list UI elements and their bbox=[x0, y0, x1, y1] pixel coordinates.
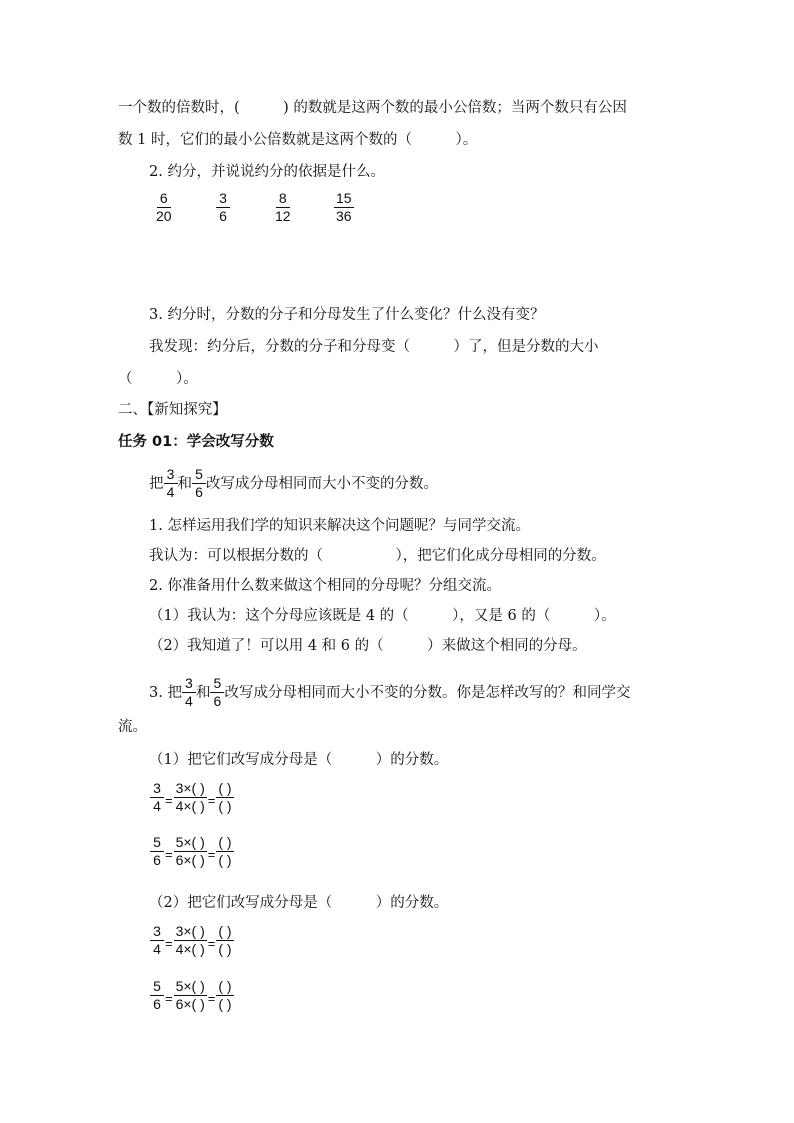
fraction-middle bbox=[174, 978, 207, 1013]
q2-text: 2. 约分，并说说约分的依据是什么。 bbox=[149, 164, 385, 180]
numerator: 5 bbox=[150, 834, 164, 852]
numerator[interactable]: 5×( ) bbox=[175, 978, 205, 994]
q2-fraction-2 bbox=[216, 190, 230, 225]
fraction-right bbox=[216, 780, 233, 815]
denominator: 4 bbox=[153, 798, 161, 814]
denominator[interactable]: ( ) bbox=[218, 941, 232, 957]
numerator: 3 bbox=[216, 190, 230, 208]
intro-mid: 和 bbox=[177, 475, 192, 492]
denominator[interactable]: ( ) bbox=[218, 798, 232, 814]
numerator[interactable]: ( ) bbox=[218, 978, 232, 994]
denominator: 6 bbox=[153, 996, 161, 1012]
equals-sign: = bbox=[165, 793, 173, 808]
numerator[interactable]: 3×( ) bbox=[175, 780, 205, 796]
fraction-left bbox=[150, 780, 164, 815]
denominator: 36 bbox=[336, 208, 352, 224]
equation-3-4-part1 bbox=[150, 780, 234, 815]
fraction-right bbox=[216, 834, 233, 869]
part-2-text: （2）把它们改写成分母是（ ）的分数。 bbox=[149, 895, 449, 911]
denominator[interactable]: ( ) bbox=[218, 996, 232, 1012]
q2-fraction-4 bbox=[334, 190, 354, 225]
denominator[interactable]: 6×( ) bbox=[175, 996, 205, 1012]
numerator: 6 bbox=[157, 190, 171, 208]
fraction-left bbox=[150, 923, 164, 958]
numerator: 3 bbox=[164, 466, 178, 484]
intro-post: 改写成分母相同而大小不变的分数。 bbox=[206, 475, 438, 492]
fraction-5-6 bbox=[192, 466, 206, 501]
numerator[interactable]: ( ) bbox=[218, 780, 232, 796]
denominator[interactable]: 4×( ) bbox=[175, 798, 205, 814]
numerator: 3 bbox=[150, 780, 164, 798]
denominator[interactable]: ( ) bbox=[218, 852, 232, 868]
task-1-ans1: 我认为：可以根据分数的（ ），把它们化成分母相同的分数。 bbox=[149, 548, 606, 564]
numerator[interactable]: 3×( ) bbox=[175, 923, 205, 939]
numerator: 3 bbox=[182, 675, 196, 693]
q3-post: 改写成分母相同而大小不变的分数。你是怎样改写的？和同学交 bbox=[224, 684, 631, 701]
equals-sign: = bbox=[165, 847, 173, 862]
intro-line-2: 数 1 时，它们的最小公倍数就是这两个数的（ ）。 bbox=[118, 132, 478, 148]
denominator: 6 bbox=[195, 484, 203, 500]
intro-pre: 把 bbox=[149, 475, 164, 492]
equation-5-6-part2 bbox=[150, 978, 234, 1013]
task-1-q1: 1. 怎样运用我们学的知识来解决这个问题呢？与同学交流。 bbox=[149, 518, 530, 534]
equals-sign: = bbox=[207, 793, 216, 808]
numerator: 15 bbox=[336, 190, 352, 206]
fraction-left bbox=[150, 834, 164, 869]
fraction-middle bbox=[174, 923, 207, 958]
denominator[interactable]: 6×( ) bbox=[175, 852, 205, 868]
task-1-q3 bbox=[149, 675, 630, 710]
denominator: 6 bbox=[153, 852, 161, 868]
q3-found-1: 我发现：约分后，分数的分子和分母变（ ）了，但是分数的大小 bbox=[149, 339, 599, 355]
denominator: 12 bbox=[275, 208, 291, 224]
numerator: 5 bbox=[150, 978, 164, 996]
part-1-text: （1）把它们改写成分母是（ ）的分数。 bbox=[149, 752, 449, 768]
fraction-middle bbox=[174, 834, 207, 869]
task-1-sub2: （2）我知道了！可以用 4 和 6 的（ ）来做这个相同的分母。 bbox=[149, 638, 587, 654]
q3-mid: 和 bbox=[195, 684, 211, 701]
numerator: 8 bbox=[276, 190, 290, 208]
equals-sign: = bbox=[165, 991, 173, 1006]
numerator[interactable]: ( ) bbox=[218, 923, 232, 939]
fraction-3-4 bbox=[164, 466, 178, 501]
q3-found-2: （ ）。 bbox=[118, 371, 198, 387]
fraction-middle bbox=[174, 780, 207, 815]
equals-sign: = bbox=[207, 847, 216, 862]
fraction-left bbox=[150, 978, 164, 1013]
q3-text: 3. 约分时，分数的分子和分母发生了什么变化？什么没有变？ bbox=[149, 307, 545, 323]
denominator: 4 bbox=[166, 484, 175, 500]
denominator: 6 bbox=[213, 693, 222, 709]
fraction-right bbox=[216, 978, 233, 1013]
equation-3-4-part2 bbox=[150, 923, 234, 958]
numerator[interactable]: 5×( ) bbox=[175, 834, 205, 850]
numerator: 5 bbox=[192, 466, 206, 484]
numerator[interactable]: ( ) bbox=[218, 834, 232, 850]
equals-sign: = bbox=[207, 936, 216, 951]
denominator: 6 bbox=[219, 208, 227, 224]
equation-5-6-part1 bbox=[150, 834, 234, 869]
q2-fraction-3 bbox=[273, 190, 293, 225]
section-2-title: 二、【新知探究】 bbox=[118, 402, 227, 418]
q3-pre: 3. 把 bbox=[149, 684, 182, 701]
task-1-intro bbox=[149, 466, 438, 501]
task-1-title: 任务 01：学会改写分数 bbox=[118, 434, 274, 450]
denominator[interactable]: 4×( ) bbox=[175, 941, 205, 957]
denominator: 4 bbox=[185, 693, 193, 709]
task-1-q2: 2. 你准备用什么数来做这个相同的分母呢？分组交流。 bbox=[149, 578, 501, 594]
task-1-q3-line-2: 流。 bbox=[118, 719, 147, 735]
fraction-right bbox=[216, 923, 233, 958]
q2-fraction-1 bbox=[154, 190, 174, 225]
intro-line-1: 一个数的倍数时，( ) 的数就是这两个数的最小公倍数；当两个数只有公因 bbox=[118, 100, 627, 116]
denominator: 4 bbox=[153, 941, 161, 957]
denominator: 20 bbox=[156, 208, 172, 224]
numerator: 5 bbox=[210, 675, 224, 693]
equals-sign: = bbox=[165, 936, 173, 951]
equals-sign: = bbox=[207, 991, 216, 1006]
task-1-sub1: （1）我认为：这个分母应该既是 4 的（ ），又是 6 的（ ）。 bbox=[149, 608, 616, 624]
numerator: 3 bbox=[150, 923, 164, 941]
fraction-5-6 bbox=[210, 675, 224, 710]
fraction-3-4 bbox=[182, 675, 196, 710]
